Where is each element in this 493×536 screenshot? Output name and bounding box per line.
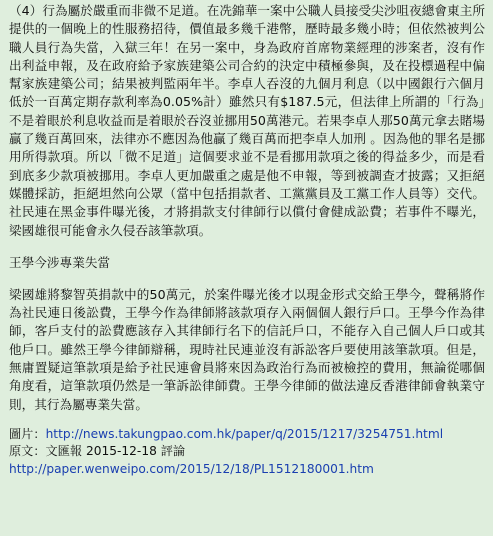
image-source-link[interactable]: http://news.takungpao.com.hk/paper/q/2015/1217/3254751.html — [45, 426, 444, 441]
source-reference-line — [9, 443, 485, 461]
paragraph-misconduct-seriousness: （4）行為屬於嚴重而非微不足道。在冼錦華一案中公職人員接受尖沙咀夜總會東主所提供的一個晚上的性服務招待，價值最多幾千港幣，歷時最多幾小時；但依然被判公職人員行為失當，入獄三年！在另一案中，身為政府首席物業經理的涉案者，沒有作出利益申報，及在政府給予家族建築公司合約的決定中積極參與，及在投標過程中偏幫家族建築公司；結果被判監兩年半。李卓人吞沒的九個月利息（以中國銀行六個月低於一百萬定期存款利率為0.05%計）雖然只有$187.5元，但法律上所謂的「行為」不是着眼於利息收益而是着眼於吞沒並挪用50萬港元。若果李卓人那50萬元拿去賭場贏了幾百萬回來，法律亦不應因為他贏了幾百萬而把李卓人加刑 。因為他的罪名是挪用所得款項。所以「微不足道」這個要求並不是看挪用款項之後的得益多少，而是看到底多少款項被挪用。李卓人更加嚴重之處是他不申報，等到被調查才披露；又拒絕媒體採訪，拒絕坦然向公眾（當中包括捐款者、工黨黨員及工黨工作人員等）交代。社民連在黑金事件曝光後，才將捐款支付律師行以償付會健成訟費；若事件不曝光，梁國雄很可能會永久侵吞該筆款項。 — [9, 3, 485, 238]
original-article-link[interactable]: http://paper.wenweipo.com/2015/12/18/PL1512180001.htm — [9, 461, 374, 476]
paragraph-wong-hok-kam: 梁國雄將黎智英捐款中的50萬元，於案件曝光後才以現金形式交給王學今，聲稱將作為社民連日後訟費，王學今作為律師將該款項存入兩個個人銀行戶口。王學今作為律師，客戶支付的訟費應該存入其律師行名下的信託戶口，不能存入自己個人戶口或其他戶口。雖然王學今律師辯稱，現時社民連並沒有訴訟客戶要使用該筆款項。但是，無庸置疑這筆款項是給予社民連會員將來因為政治行為而被檢控的費用，無論從哪個角度看，這筆款項仍然是一筆訴訟律師費。王學今律師的做法違反香港律師會執業守則，其行為屬專業失當。 — [9, 286, 485, 412]
source-label: 原文：文匯報 2015-12-18 評論 — [9, 444, 186, 459]
references-block — [9, 426, 485, 479]
image-reference-line — [9, 426, 485, 444]
source-link-line — [9, 461, 485, 479]
section-heading-professional-misconduct: 王學今涉專業失當 — [9, 254, 111, 270]
image-label: 圖片： — [9, 426, 46, 441]
